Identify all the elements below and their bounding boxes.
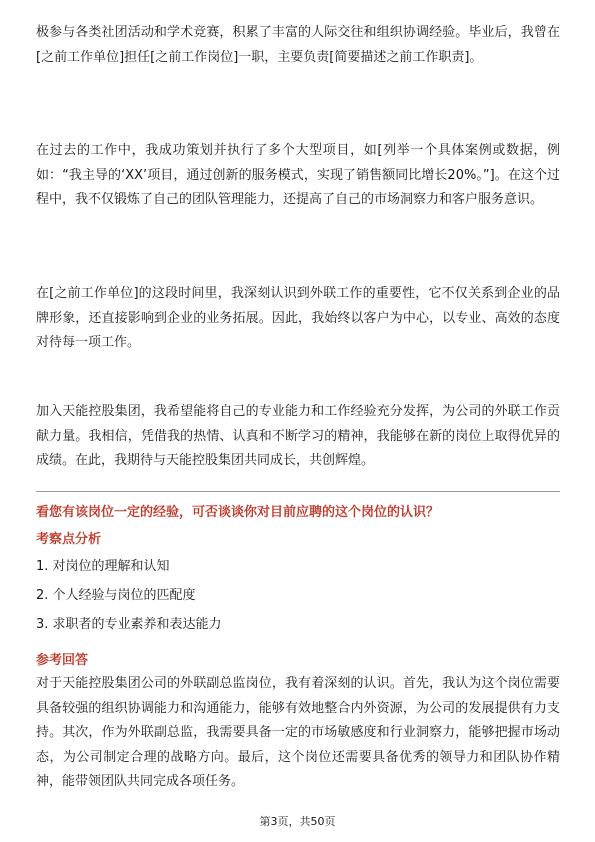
body-paragraph: 在过去的工作中，我成功策划并执行了多个大型项目，如[列举一个具体案例或数据，例如：“我主导的‘XX’项目，通过创新的服务模式，实现了销售额同比增长20%。”]。在这个过程中，我不仅锻炼了自己的团队管理能力，还提高了自己的市场洞察力和客户服务意识。 bbox=[36, 143, 560, 207]
body-paragraph: 极参与各类社团活动和学术竞赛，积累了丰富的人际交往和组织协调经验。毕业后，我曾在[之前工作单位]担任[之前工作岗位]一职，主要负责[简要描述之前工作职责]。 bbox=[36, 25, 560, 65]
analysis-heading: 考察点分析 bbox=[36, 532, 102, 547]
page-number: 第3页，共50页 bbox=[259, 815, 336, 828]
body-paragraph: 加入天能控股集团，我希望能将自己的专业能力和工作经验充分发挥，为公司的外联工作贡献力量。我相信，凭借我的热情、认真和不断学习的精神，我能够在新的岗位上取得优异的成绩。在此，我期待与天能控股集团共同成长，共创辉煌。 bbox=[36, 404, 560, 468]
section-divider bbox=[36, 491, 560, 492]
body-paragraph: 在[之前工作单位]的这段时间里，我深刻认识到外联工作的重要性，它不仅关系到企业的品牌形象，还直接影响到企业的业务拓展。因此，我始终以客户为中心，以专业、高效的态度对待每一项工作。 bbox=[36, 286, 560, 350]
analysis-point: 2. 个人经验与岗位的匹配度 bbox=[36, 588, 196, 603]
answer-heading: 参考回答 bbox=[36, 653, 89, 668]
analysis-point: 1. 对岗位的理解和认知 bbox=[36, 559, 170, 574]
interview-question: 看您有该岗位一定的经验，可否谈谈你对目前应聘的这个岗位的认识？ bbox=[36, 505, 440, 520]
analysis-point: 3. 求职者的专业素养和表达能力 bbox=[36, 617, 222, 632]
answer-text: 对于天能控股集团公司的外联副总监岗位，我有着深刻的认识。首先，我认为这个岗位需要具备较强的组织协调能力和沟通能力，能够有效地整合内外资源，为公司的发展提供有力支持。其次，作为外联副总监，我需要具备一定的市场敏感度和行业洞察力，能够把握市场动态，为公司制定合理的战略方向。最后，这个岗位还需要具备优秀的领导力和团队协作精神，能带领团队共同完成各项任务。 bbox=[36, 676, 560, 789]
